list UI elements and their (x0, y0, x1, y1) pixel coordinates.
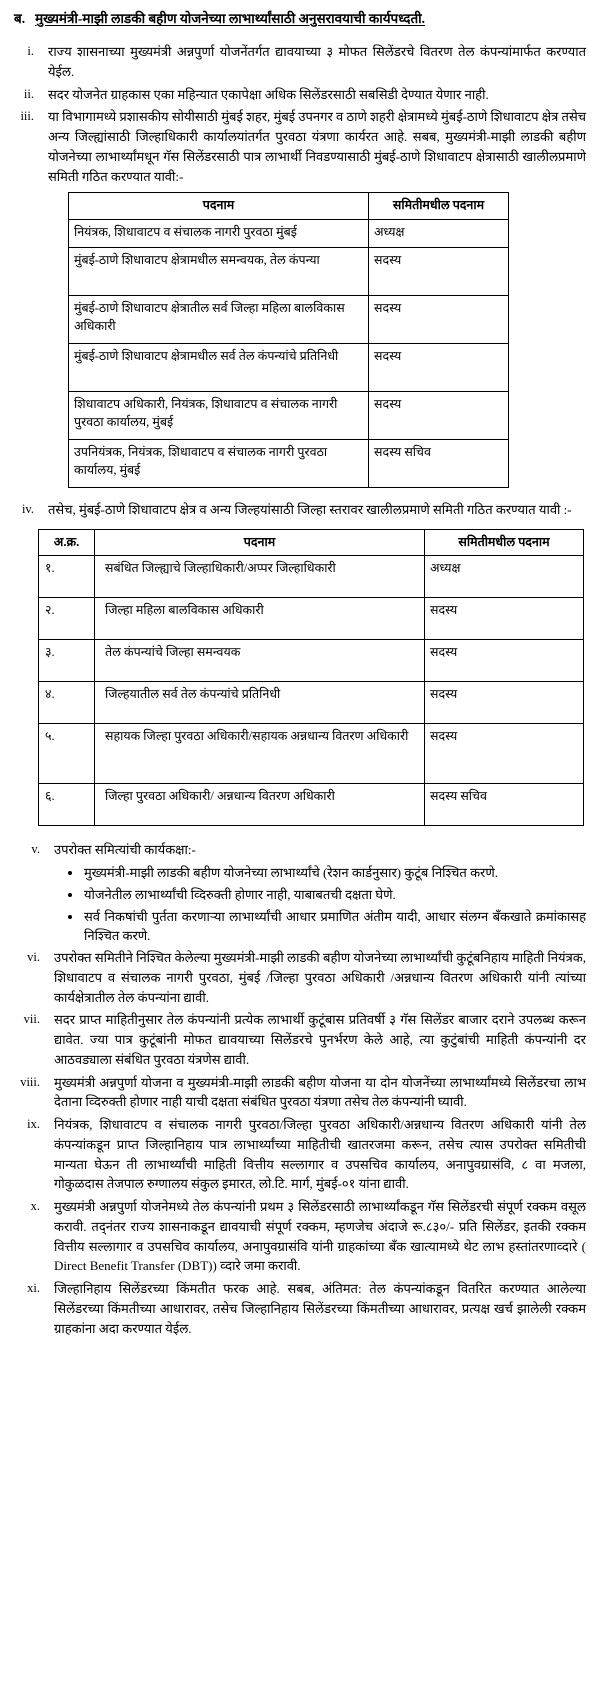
clause-text: मुख्यमंत्री अन्नपुर्णा योजनेमध्ये तेल कंपन्यांनी प्रथम ३ सिलेंडरसाठी लाभार्थ्यांकडून गॅस सिलेंडरची संपूर्ण रक्कम वसूल करावी. तद्नंतर राज्य शासनाकडून द्यावयाची संपूर्ण रक्कम, म्हणजेच अंदाजे रू.८३०/- प्रति सिलेंडर, इतकी रक्कम वित्तीय सल्लागार व उपसचिव कार्यालय, अनापुवग्रासंवि यांनी ग्राहकांच्या बँक खात्यामध्ये थेट लाभ हस्तांतरणाव्दारे ( Direct Benefit Transfer (DBT)) व्दारे जमा करावी. (54, 1199, 586, 1274)
clause-marker: viii. (20, 1074, 40, 1089)
list-item: मुख्यमंत्री-माझी लाडकी बहीण योजनेच्या लाभार्थ्यांचे (रेशन कार्डनुसार) कुटूंब निश्चित करणे. (62, 863, 586, 883)
table-row (69, 343, 509, 391)
mumbai-thane-committee-table-wrapper (68, 192, 586, 487)
cell-role: सदस्य सचिव (369, 439, 509, 487)
clause-xi (10, 1279, 586, 1338)
clause-text: उपरोक्त समित्यांची कार्यकक्षा:- (54, 842, 196, 858)
clause-vii (10, 1010, 586, 1069)
table-header-row (69, 193, 509, 219)
cell-serial: ४. (39, 682, 95, 724)
cell-role: सदस्य (425, 682, 584, 724)
clause-text: राज्य शासनाच्या मुख्यमंत्री अन्नपुर्णा योजनेंतर्गत द्यावयाच्या ३ मोफत सिलेंडरचे वितरण तेल कंपन्यांमार्फत करण्यात येईल. (48, 44, 586, 79)
cell-role: सदस्य (425, 724, 584, 784)
table-row (39, 682, 584, 724)
cell-post: तेल कंपन्यांचे जिल्हा समन्वयक (95, 640, 425, 682)
column-header-role: समितीमधील पदनाम (369, 193, 509, 219)
clause-iii (10, 107, 586, 186)
clause-marker: iv. (21, 501, 34, 516)
column-header-role: समितीमधील पदनाम (425, 530, 584, 556)
clause-text: जिल्हानिहाय सिलेंडरच्या किंमतीत फरक आहे. सबब, अंतिमत: तेल कंपन्यांकडून वितरित करण्यात आलेल्या सिलेंडरच्या किंमतीच्या आधारावर, तसेच जिल्हानिहाय सिलेंडरच्या किंमतीच्या आधारावर, प्रत्यक्ष खर्च झालेली रक्कम ग्राहकांना अदा करण्यात येईल. (54, 1281, 586, 1336)
column-header-serial: अ.क्र. (39, 530, 95, 556)
clause-text: सदर प्राप्त माहितीनुसार तेल कंपन्यांनी प्रत्येक लाभार्थी कुटूंबास प्रतिवर्षी ३ गॅस सिलेंडर बाजार दराने उपलब्ध करून द्यावेत. ज्या पात्र कुटूंबांनी मोफत द्यावयाच्या सिलेंडरचे पुनर्भरण केले आहे, त्या कुटुंबांची माहिती कंपन्यांनी दर आठवड्याला संबंधित पुरवठा यंत्रणेस द्यावी. (54, 1012, 586, 1067)
cell-role: सदस्य सचिव (425, 784, 584, 826)
clause-marker: i. (27, 44, 34, 59)
clause-marker: ix. (27, 1117, 40, 1132)
clause-marker: xi. (27, 1281, 40, 1296)
clause-text: मुख्यमंत्री अन्नपुर्णा योजना व मुख्यमंत्री-माझी लाडकी बहीण योजना या दोन योजनेंच्या लाभार्थ्यांमध्ये सिलेंडरचा लाभ देताना व्दिरुक्ती होणार नाही याची दक्षता संबंधित पुरवठा यंत्रणा तसेच तेल कंपन्यांनी घ्यावी. (54, 1074, 586, 1110)
cell-serial: १. (39, 556, 95, 598)
district-committee-table (38, 529, 584, 826)
table-row (69, 439, 509, 487)
clause-iv (10, 500, 586, 520)
cell-role: अध्यक्ष (425, 556, 584, 598)
list-item: योजनेतील लाभार्थ्यांची व्दिरुक्ती होणार नाही, याबाबतची दक्षता घेणे. (62, 885, 586, 905)
clause-ii (10, 85, 586, 105)
cell-post: सबंधित जिल्ह्याचे जिल्हाधिकारी/अप्पर जिल्हाधिकारी (95, 556, 425, 598)
cell-post: मुंबई-ठाणे शिधावाटप क्षेत्रामधील सर्व तेल कंपन्यांचे प्रतिनिधी (69, 343, 369, 391)
clause-text: नियंत्रक, शिधावाटप व संचालक नागरी पुरवठा/जिल्हा पुरवठा अधिकारी/अन्नधान्य वितरण अधिकारी यांनी तेल कंपन्यांकडून प्राप्त जिल्हानिहाय पात्र लाभार्थ्यांच्या माहितीची खातरजमा करून, तसेच त्यास उपरोक्त समितीची मान्यता घेऊन ती लाभार्थ्यांची माहिती वित्तीय सल्लागार व उपसचिव कार्यालय, अनापुवग्रासंवि, ८ वा मजला, गोकुळदास तेजपाल रुग्णालय संकुल इमारत, लो.टि. मार्ग, मुंबई-०१ यांना द्यावी. (54, 1117, 586, 1192)
table-header-row (39, 530, 584, 556)
committee-scope-list-wrapper (62, 863, 586, 946)
table-row (69, 247, 509, 295)
clause-marker: v. (31, 842, 40, 857)
cell-post: मुंबई-ठाणे शिधावाटप क्षेत्रातील सर्व जिल्हा महिला बालविकास अधिकारी (69, 295, 369, 343)
table-row (39, 598, 584, 640)
section-heading (14, 10, 586, 28)
table-row (69, 391, 509, 439)
cell-serial: ६. (39, 784, 95, 826)
clause-vi (10, 948, 586, 1007)
clause-marker: ii. (23, 86, 34, 101)
clause-v (10, 840, 586, 860)
clause-ix (10, 1115, 586, 1194)
cell-serial: ३. (39, 640, 95, 682)
section-marker: ब. (14, 11, 26, 26)
list-item: सर्व निकषांची पुर्तता करणाऱ्या लाभार्थ्यांची आधार प्रमाणित अंतीम यादी, आधार संलग्न बँकखाते क्रमांकासह निश्चित करणे. (62, 907, 586, 947)
cell-role: सदस्य (369, 295, 509, 343)
cell-post: मुंबई-ठाणे शिधावाटप क्षेत्रामधील समन्वयक, तेल कंपन्या (69, 247, 369, 295)
table-row (39, 556, 584, 598)
table-row (39, 724, 584, 784)
page-title: मुख्यमंत्री-माझी लाडकी बहीण योजनेच्या लाभार्थ्यांसाठी अनुसरावयाची कार्यपध्दती. (35, 11, 426, 26)
clause-viii (10, 1073, 586, 1113)
cell-post: जिल्हा पुरवठा अधिकारी/ अन्नधान्य वितरण अधिकारी (95, 784, 425, 826)
table-row (69, 219, 509, 247)
column-header-post: पदनाम (95, 530, 425, 556)
clause-text: तसेच, मुंबई-ठाणे शिधावाटप क्षेत्र व अन्य जिल्हयांसाठी जिल्हा स्तरावर खालीलप्रमाणे समिती गठित करण्यात यावी :- (48, 501, 572, 517)
cell-role: सदस्य (425, 640, 584, 682)
cell-serial: २. (39, 598, 95, 640)
cell-role: सदस्य (369, 391, 509, 439)
cell-role: सदस्य (369, 343, 509, 391)
table-row (39, 784, 584, 826)
column-header-post: पदनाम (69, 193, 369, 219)
clause-marker: vii. (23, 1012, 40, 1027)
cell-post: जिल्हा महिला बालविकास अधिकारी (95, 598, 425, 640)
cell-post: जिल्हयातील सर्व तेल कंपन्यांचे प्रतिनिधी (95, 682, 425, 724)
clause-marker: x. (30, 1199, 40, 1214)
clause-x (10, 1197, 586, 1276)
table-row (69, 295, 509, 343)
cell-role: सदस्य (425, 598, 584, 640)
cell-post: उपनियंत्रक, नियंत्रक, शिधावाटप व संचालक नागरी पुरवठा कार्यालय, मुंबई (69, 439, 369, 487)
table-row (39, 640, 584, 682)
clause-text: या विभागामध्ये प्रशासकीय सोयीसाठी मुंबई शहर, मुंबई उपनगर व ठाणे शहरी क्षेत्रामध्ये मुंबई-ठाणे शिधावाटप क्षेत्र तसेच अन्य जिल्ह्यांसाठी जिल्हाधिकारी कार्यालयांतर्गत पुरवठा यंत्रणा कार्यरत आहे. सबब, मुख्यमंत्री-माझी लाडकी बहीण योजनेच्या लाभार्थ्यांमधून गॅस सिलेंडरसाठी पात्र लाभार्थी निवडण्यासाठी मुंबई-ठाणे शिधावाटप क्षेत्रासाठी खालीलप्रमाणे समिती गठित करण्यात यावी:- (48, 109, 586, 184)
clause-marker: iii. (20, 109, 34, 124)
cell-role: अध्यक्ष (369, 219, 509, 247)
clause-text: उपरोक्त समितीने निश्चित केलेल्या मुख्यमंत्री-माझी लाडकी बहीण योजनेच्या लाभार्थ्यांची कुटूंबनिहाय माहिती नियंत्रक, शिधावाटप व संचालक नागरी पुरवठा, मुंबई /जिल्हा पुरवठा अधिकारी /अन्नधान्य वितरण अधिकारी यांनी त्यांच्या कार्यक्षेत्रातील तेल कंपन्यांना द्यावी. (54, 950, 586, 1005)
clause-text: सदर योजनेत ग्राहकास एका महिन्यात एकापेक्षा अधिक सिलेंडरसाठी सबसिडी देण्यात येणार नाही. (48, 86, 489, 102)
cell-post: नियंत्रक, शिधावाटप व संचालक नागरी पुरवठा मुंबई (69, 219, 369, 247)
cell-serial: ५. (39, 724, 95, 784)
cell-role: सदस्य (369, 247, 509, 295)
clause-marker: vi. (27, 950, 40, 965)
clause-i (10, 42, 586, 82)
mumbai-thane-committee-table (68, 192, 509, 487)
district-committee-table-wrapper (38, 529, 586, 826)
committee-scope-list (62, 863, 586, 946)
cell-post: सहायक जिल्हा पुरवठा अधिकारी/सहायक अन्नधान्य वितरण अधिकारी (95, 724, 425, 784)
cell-post: शिधावाटप अधिकारी, नियंत्रक, शिधावाटप व संचालक नागरी पुरवठा कार्यालय, मुंबई (69, 391, 369, 439)
